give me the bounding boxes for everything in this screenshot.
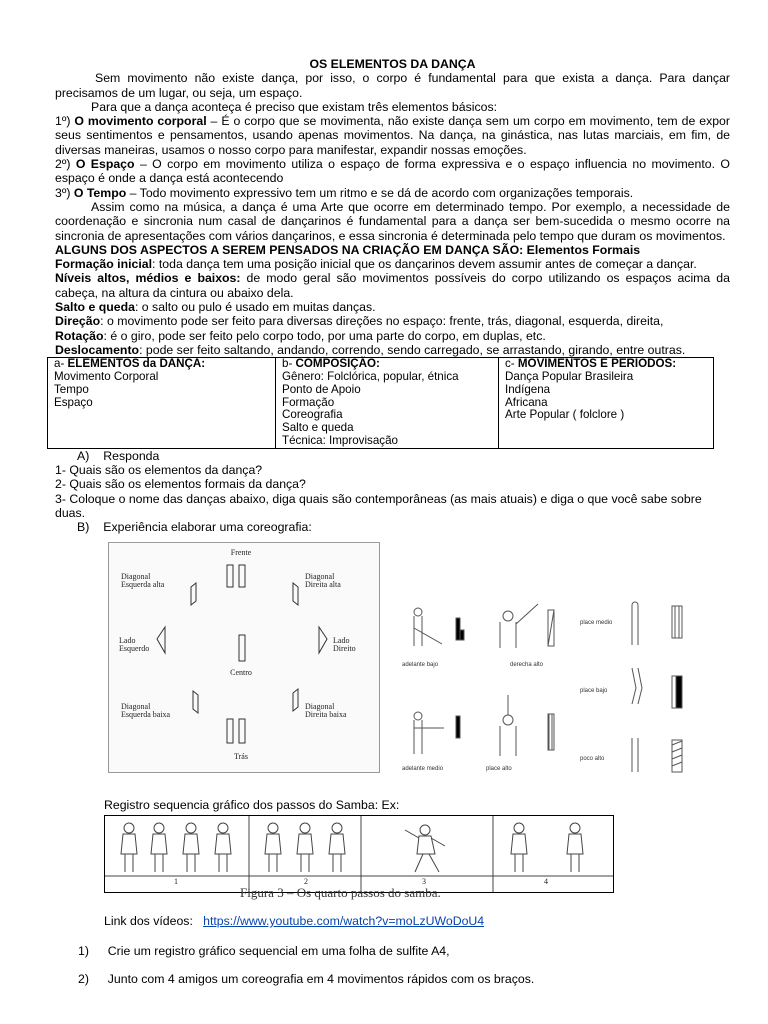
document-title: OS ELEMENTOS DA DANÇA <box>309 57 476 71</box>
label-derecha-alto: derecha alto <box>510 662 544 668</box>
formal-item-text: : é o giro, pode ser feito pelo corpo todo, por uma parte do corpo, em duplas, etc. <box>103 328 546 343</box>
element-3-text: – Todo movimento expressivo tem um ritmo e se dá de acordo com organizações temporais. <box>126 185 634 200</box>
formal-item <box>55 271 730 300</box>
formal-heading-text: ALGUNS DOS ASPECTOS A SEREM PENSADOS NA CRIAÇÃO EM DANÇA SÃO: Elementos Formais <box>55 242 641 257</box>
video-link-row <box>104 914 484 928</box>
diag-right-low-foot-icon <box>293 689 298 711</box>
table-cell: Dança Popular Brasileira <box>505 370 634 384</box>
element-3-paragraph <box>55 186 730 200</box>
table-cell: Ponto de Apoio <box>282 382 361 396</box>
task-text: Junto com 4 amigos um coreografia em 4 movimentos rápidos com os braços. <box>107 972 535 986</box>
table-col-movements <box>499 358 714 449</box>
levels-diagram <box>400 600 700 780</box>
level-marker-icon <box>676 676 682 708</box>
label-tras: Trás <box>234 752 248 761</box>
dancer-figure-icon <box>121 823 231 872</box>
formal-item-text: : pode ser feito saltando, andando, correndo, sendo carregado, se arrastando, girando, entre outras. <box>139 342 686 357</box>
element-3-term: O Tempo <box>73 185 127 200</box>
task-number: 2) <box>78 972 89 986</box>
figure-caption: Figura 3 – Os quarto passos do samba. <box>240 885 441 900</box>
section-a-header <box>55 449 730 463</box>
level-marker-line <box>675 606 679 638</box>
table-cell: Gênero: Folclórica, popular, étnica <box>282 370 459 384</box>
video-link-label: Link dos vídeos: <box>104 914 193 928</box>
samba-strip <box>104 815 614 893</box>
col-head: ELEMENTOS da DANÇA: <box>67 357 206 371</box>
leg-pose-icon <box>632 602 638 645</box>
diag-left-high-foot-icon <box>191 583 196 605</box>
formal-item <box>55 257 730 271</box>
formal-item-term: Deslocamento <box>55 342 140 357</box>
step-number: 3 <box>422 877 426 886</box>
col-prefix: c- <box>505 357 518 371</box>
level-marker-line <box>548 610 554 646</box>
formal-item-term: Rotação <box>55 328 104 343</box>
col-prefix: b- <box>282 357 296 371</box>
label-poco-alto: poco alto <box>580 756 605 762</box>
dancer-body-icon <box>414 616 442 646</box>
label-diag-dir-alta: Diagonal Direita alta <box>305 572 341 589</box>
table-col-elements <box>48 358 276 449</box>
table-cell: Indígena <box>505 382 551 396</box>
samba-figures <box>105 816 613 892</box>
section-a-title: Responda <box>103 448 160 463</box>
question-3: 3- Coloque o nome das danças abaixo, diga quais são contemporâneas (as mais atuais) e diga o que você sabe sobre duas. <box>55 491 702 520</box>
formal-item-text: : o salto ou pulo é usado em muitas danças. <box>134 300 376 315</box>
element-2-term: O Espaço <box>75 157 135 172</box>
step-number: 2 <box>304 877 308 886</box>
element-1-number: 1º) <box>55 114 75 129</box>
samba-label: Registro sequencia gráfico dos passos do Samba: Ex: <box>104 798 400 812</box>
element-1-text: – É o corpo que se movimenta, não existe dança sem um corpo em movimento, tem de expor seus sentimentos e pensamentos, usando apenas movimentos. Na dança, na ginástica, nas lutas marciais, em fim, de diversas maneiras, usamos o nosso corpo para manifestar, expandir nossas emoções. <box>55 114 730 157</box>
formal-item-term: Formação inicial <box>55 257 153 272</box>
dancer-figure-icon <box>511 823 583 872</box>
col-head: MOVIMENTOS E PERIODOS: <box>517 357 677 371</box>
label-place-bajo: place bajo <box>580 688 608 694</box>
right-side-foot-icon <box>319 627 327 653</box>
table-cell: Formação <box>282 395 335 409</box>
element-2-number: 2º) <box>55 157 76 172</box>
table-cell: Coreografia <box>282 408 343 422</box>
label-lado-dir: Lado Direito <box>333 636 356 653</box>
question-2: 2- Quais são os elementos formais da dança? <box>55 477 306 492</box>
task-item <box>78 972 534 986</box>
label-lado-esq: Lado Esquerdo <box>119 636 150 653</box>
dancer-figure-icon <box>265 823 345 872</box>
element-1-term: O movimento corporal <box>74 114 207 129</box>
label-adelante-bajo: adelante bajo <box>402 662 439 668</box>
element-2-text: – O corpo em movimento utiliza o espaço de forma expressiva e o espaço influencia no movimento. O espaço é onde a dança está acontecendo <box>55 157 730 186</box>
formal-heading <box>55 243 730 257</box>
label-centro: Centro <box>230 668 252 677</box>
table-col-composition <box>276 358 499 449</box>
task-text: Crie um registro gráfico sequencial em uma folha de sulfite A4, <box>107 944 450 958</box>
section-b-header <box>55 520 730 534</box>
formal-item-text: : toda dança tem uma posição inicial que os dançarinos devem assumir antes de começar a dançar. <box>152 257 697 272</box>
level-marker-icon <box>672 606 682 638</box>
video-link[interactable]: https://www.youtube.com/watch?v=moLzUWoDoU4 <box>203 914 485 928</box>
element-1-paragraph <box>55 114 730 157</box>
formal-item-term: Níveis altos, médios e baixos: <box>55 271 241 286</box>
table-cell: Arte Popular ( folclore ) <box>505 408 625 422</box>
task-item <box>78 944 450 958</box>
dancer-head-icon <box>503 611 513 621</box>
intro-paragraph-1: Sem movimento não existe dança, por isso, o corpo é fundamental para que exista a dança. Para dançar precisamos de um lugar, ou seja, um espaço. <box>55 71 730 100</box>
center-foot-icon <box>239 635 245 661</box>
label-diag-esq-baixa: Diagonal Esquerda baixa <box>121 702 171 719</box>
formal-item <box>55 300 730 314</box>
level-marker-icon <box>460 630 464 640</box>
dancer-head-icon <box>414 608 422 616</box>
question-1: 1- Quais são os elementos da dança? <box>55 463 263 478</box>
section-a-label: A) <box>77 448 90 463</box>
formal-item-text: : o movimento pode ser feito para diversas direções no espaço: frente, trás, diagonal, esquerda, direita, <box>100 314 664 329</box>
document-page <box>55 57 730 535</box>
levels-figures <box>400 600 700 780</box>
step-number: 1 <box>174 877 178 886</box>
dancer-head-icon <box>503 715 513 725</box>
diag-left-low-foot-icon <box>193 691 198 713</box>
level-marker-line <box>672 741 682 766</box>
table-cell: Africana <box>505 395 548 409</box>
col-prefix: a- <box>54 357 68 371</box>
formal-item-text: de modo geral são movimentos possíveis do corpo utilizando os espaços acima da cabeça, na altura da cintura ou abaixo dela. <box>55 271 730 300</box>
dancer-body-icon <box>500 604 538 648</box>
table-cell: Salto e queda <box>282 421 354 435</box>
section-b-label: B) <box>77 520 90 535</box>
front-feet-icon <box>227 565 245 587</box>
label-adelante-medio: adelante medio <box>402 766 444 772</box>
label-diag-dir-baixa: Diagonal Direita baixa <box>305 702 347 719</box>
label-place-medio: place medio <box>580 620 613 626</box>
step-number: 4 <box>544 877 548 886</box>
table-cell: Espaço <box>54 395 93 409</box>
element-3-number: 3º) <box>55 185 74 200</box>
level-marker-icon <box>456 618 460 640</box>
dancer-head-icon <box>414 712 422 720</box>
table-cell: Técnica: Improvisação <box>282 434 398 448</box>
direction-diagram <box>108 542 380 773</box>
level-marker-icon <box>456 716 460 738</box>
formal-item-term: Salto e queda <box>55 300 135 315</box>
leg-pose-icon <box>632 738 638 772</box>
leg-pose-icon <box>632 668 642 704</box>
table-cell: Tempo <box>54 382 89 396</box>
col-head: COMPOSIÇÃO: <box>295 357 380 371</box>
formal-item <box>55 343 730 357</box>
dancer-body-icon <box>414 720 444 754</box>
intro-paragraph-3: Assim como na música, a dança é uma Arte que ocorre em determinado tempo. Por exemplo, a necessidade de coordenação e sincronia num casal de dançarinos é fundamental para a dança ser bem-sucedida o mesmo ocorre na sincronia de apresentações com vários dançarinos, e essa sincronia é determinada pelo tempo que duram os movimentos. <box>55 199 730 243</box>
label-diag-esq-alta: Diagonal Esquerda alta <box>121 572 165 589</box>
dancer-figure-icon <box>405 825 445 872</box>
formal-item <box>55 314 730 328</box>
back-feet-icon <box>227 719 245 743</box>
intro-paragraph-2: Para que a dança aconteça é preciso que existam três elementos básicos: <box>91 99 498 114</box>
task-number: 1) <box>78 944 89 958</box>
table-cell: Movimento Corporal <box>54 370 159 384</box>
level-marker-line <box>549 714 552 750</box>
label-place-alto: place alto <box>486 766 512 772</box>
section-b-title: Experiência elaborar uma coreografia: <box>103 520 312 535</box>
formal-item-term: Direção <box>55 314 101 329</box>
label-frente: Frente <box>230 548 252 557</box>
elements-table <box>47 357 714 449</box>
diag-right-high-foot-icon <box>293 583 298 605</box>
formal-item <box>55 329 730 343</box>
element-2-paragraph <box>55 157 730 186</box>
